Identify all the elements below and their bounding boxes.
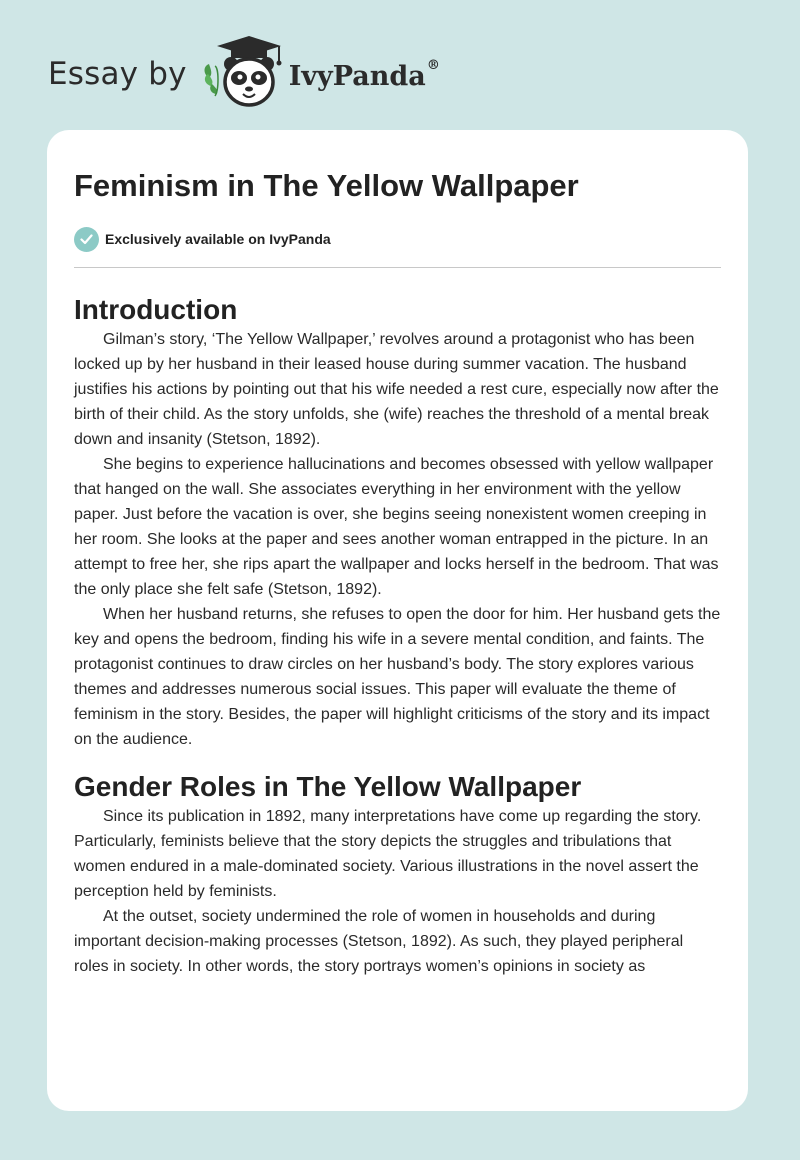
paragraph: At the outset, society undermined the role of women in households and during important decision-making processes (Stetson, 1892). As such, they played peripheral roles in society. In other words, the story portrays women’s opinions in society as xyxy=(74,908,684,975)
panda-graduate-icon xyxy=(201,34,283,110)
brand-name: IvyPanda® xyxy=(288,57,440,92)
paragraph: Since its publication in 1892, many interpretations have come up regarding the story. Particularly, feminists believe that the story depicts the struggles and tribulations that women endured in a male-dominated society. Various illustrations in the novel assert the perception held by feminists. xyxy=(74,808,702,900)
paragraph: Gilman’s story, ‘The Yellow Wallpaper,’ revolves around a protagonist who has been locked up by her husband in their leased house during summer vacation. The husband justifies his actions by pointing out that his wife needed a rest cure, especially now after the birth of their child. As the story unfolds, she (wife) reaches the threshold of a mental break down and insanity (Stetson, 1892). xyxy=(74,331,719,448)
essay-by-label: Essay by xyxy=(48,56,187,92)
ivypanda-logo[interactable] xyxy=(201,34,440,110)
paragraph: When her husband returns, she refuses to open the door for him. Her husband gets the key and opens the bedroom, finding his wife in a severe mental condition, and faints. The protagonist continues to draw circles on her husband’s body. The story explores various themes and addresses numerous social issues. This paper will evaluate the theme of feminism in the story. Besides, the paper will highlight criticisms of the story and its impact on the audience. xyxy=(74,606,721,748)
site-header xyxy=(48,34,440,110)
paragraph: She begins to experience hallucinations and becomes obsessed with yellow wallpaper that hanged on the wall. She associates everything in her environment with the yellow paper. Just before the vacation is over, she begins seeing nonexistent women creeping in her room. She looks at the paper and sees another woman entrapped in the picture. In an attempt to free her, she rips apart the wallpaper and locks herself in the bedroom. That was the only place she felt safe (Stetson, 1892). xyxy=(74,456,719,598)
section-heading-introduction: Introduction xyxy=(74,294,238,325)
registered-mark: ® xyxy=(426,57,440,73)
essay-title: Feminism in The Yellow Wallpaper xyxy=(74,168,579,203)
section-heading-gender-roles: Gender Roles in The Yellow Wallpaper xyxy=(74,771,582,802)
essay-card xyxy=(47,130,748,1111)
exclusive-badge xyxy=(74,226,721,252)
exclusive-badge-label: Exclusively available on IvyPanda xyxy=(105,231,331,247)
divider xyxy=(74,267,721,268)
check-icon xyxy=(74,227,99,252)
